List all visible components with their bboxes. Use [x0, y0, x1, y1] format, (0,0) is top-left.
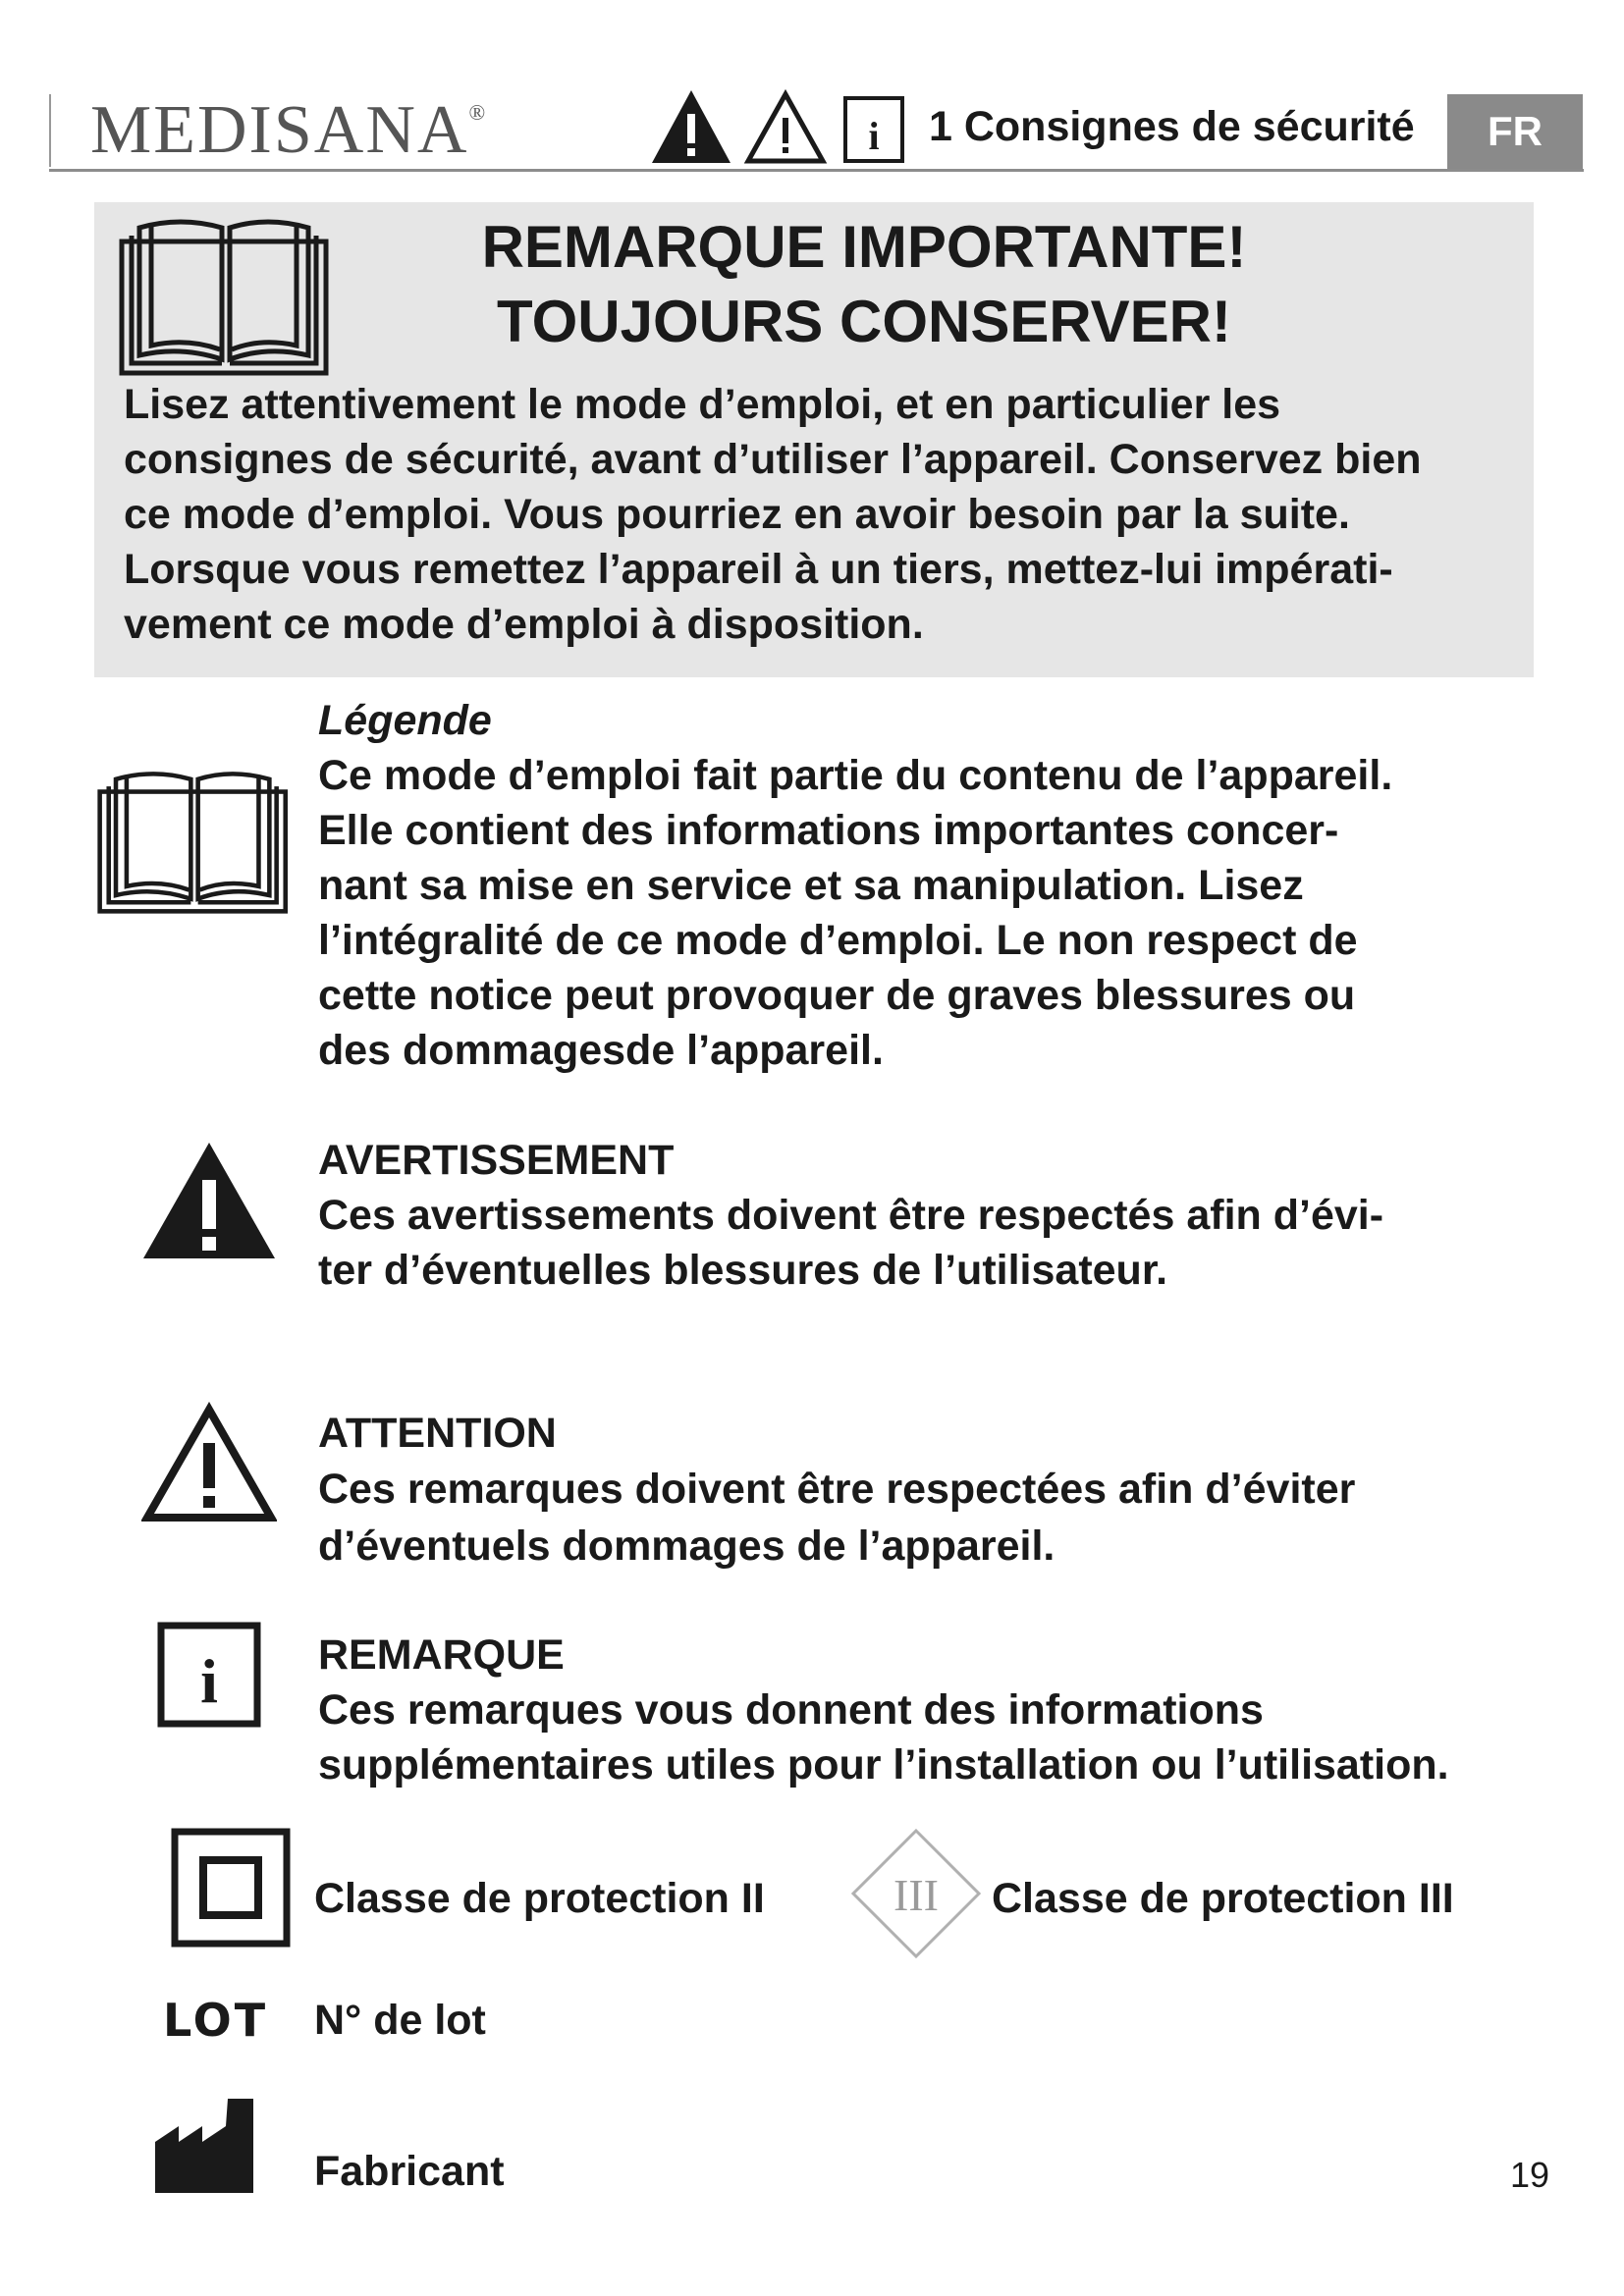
header-left-tick — [49, 94, 51, 167]
caution-outline-icon — [748, 94, 823, 161]
brand-logo — [90, 92, 488, 168]
notice-body-line: consignes de sécurité, avant d’utiliser l’appareil. Conservez bien — [124, 436, 1422, 483]
info-icon-letter: i — [200, 1646, 218, 1716]
note-title: REMARQUE — [318, 1631, 565, 1679]
header-rule — [49, 169, 1584, 172]
notice-heading-line2: TOUJOURS CONSERVER! — [497, 289, 1231, 354]
warning-filled-icon — [141, 1141, 277, 1262]
notice-body-line: Lisez attentivement le mode d’emploi, et en particulier les — [124, 381, 1281, 428]
protection-class-3-numeral: III — [893, 1870, 939, 1920]
note-description-line: Ces remarques vous donnent des informations — [318, 1686, 1264, 1734]
notice-heading-line1: REMARQUE IMPORTANTE! — [481, 214, 1247, 280]
notice-body-line: Lorsque vous remettez l’appareil à un tiers, mettez-lui impérati- — [124, 546, 1393, 593]
protection-class-2-label: Classe de protection II — [314, 1875, 765, 1922]
language-code: FR — [1488, 108, 1543, 154]
caution-outline-icon — [141, 1402, 277, 1523]
info-icon — [845, 98, 902, 161]
page-number: 19 — [1510, 2155, 1550, 2195]
warning-title: AVERTISSEMENT — [318, 1137, 675, 1184]
legend-title: Légende — [318, 697, 492, 744]
book-description-line: cette notice peut provoquer de graves blessures ou — [318, 972, 1356, 1019]
protection-class-3-label: Classe de protection III — [992, 1875, 1454, 1922]
note-description-line: supplémentaires utiles pour l’installation ou l’utilisation. — [318, 1741, 1449, 1789]
protection-class-3-icon — [850, 1828, 982, 1959]
warning-description — [318, 1188, 1383, 1298]
open-book-icon — [118, 202, 334, 379]
book-icon — [96, 746, 293, 927]
attention-description-line: d’éventuels dommages de l’appareil. — [318, 1522, 1056, 1570]
info-icon — [157, 1622, 261, 1728]
book-description-line: des dommagesde l’appareil. — [318, 1027, 884, 1074]
notice-body-line: ce mode d’emploi. Vous pourriez en avoir besoin par la suite. — [124, 491, 1350, 538]
language-badge — [1447, 94, 1583, 169]
attention-description-line: Ces remarques doivent être respectées afin d’éviter — [318, 1466, 1356, 1513]
warning-filled-icon — [652, 90, 731, 163]
attention-title: ATTENTION — [318, 1410, 557, 1457]
book-description-line: l’intégralité de ce mode d’emploi. Le non respect de — [318, 917, 1358, 964]
book-description-line: nant sa mise en service et sa manipulation. Lisez — [318, 862, 1304, 909]
header-safety-icons — [652, 86, 907, 169]
attention-description — [318, 1461, 1355, 1575]
manufacturer-icon — [153, 2097, 255, 2195]
notice-body-line: vement ce mode d’emploi à disposition. — [124, 601, 924, 648]
warning-description-line: Ces avertissements doivent être respectés afin d’évi- — [318, 1192, 1384, 1239]
lot-label: N° de lot — [314, 1997, 486, 2044]
section-title: 1 Consignes de sécurité — [929, 103, 1415, 150]
manufacturer-label: Fabricant — [314, 2148, 505, 2195]
lot-icon: LOT — [163, 1994, 269, 2047]
registered-mark: ® — [468, 100, 488, 125]
protection-class-2-icon — [171, 1828, 291, 1948]
warning-description-line: ter d’éventuelles blessures de l’utilisateur. — [318, 1247, 1168, 1294]
book-description-line: Elle contient des informations importantes concer- — [318, 807, 1339, 854]
notice-body — [124, 377, 1538, 652]
book-description-line: Ce mode d’emploi fait partie du contenu de l’appareil. — [318, 752, 1393, 799]
book-description — [318, 748, 1392, 1078]
info-icon-letter: i — [868, 114, 880, 158]
brand-name: MEDISANA — [90, 92, 469, 168]
note-description — [318, 1682, 1449, 1792]
